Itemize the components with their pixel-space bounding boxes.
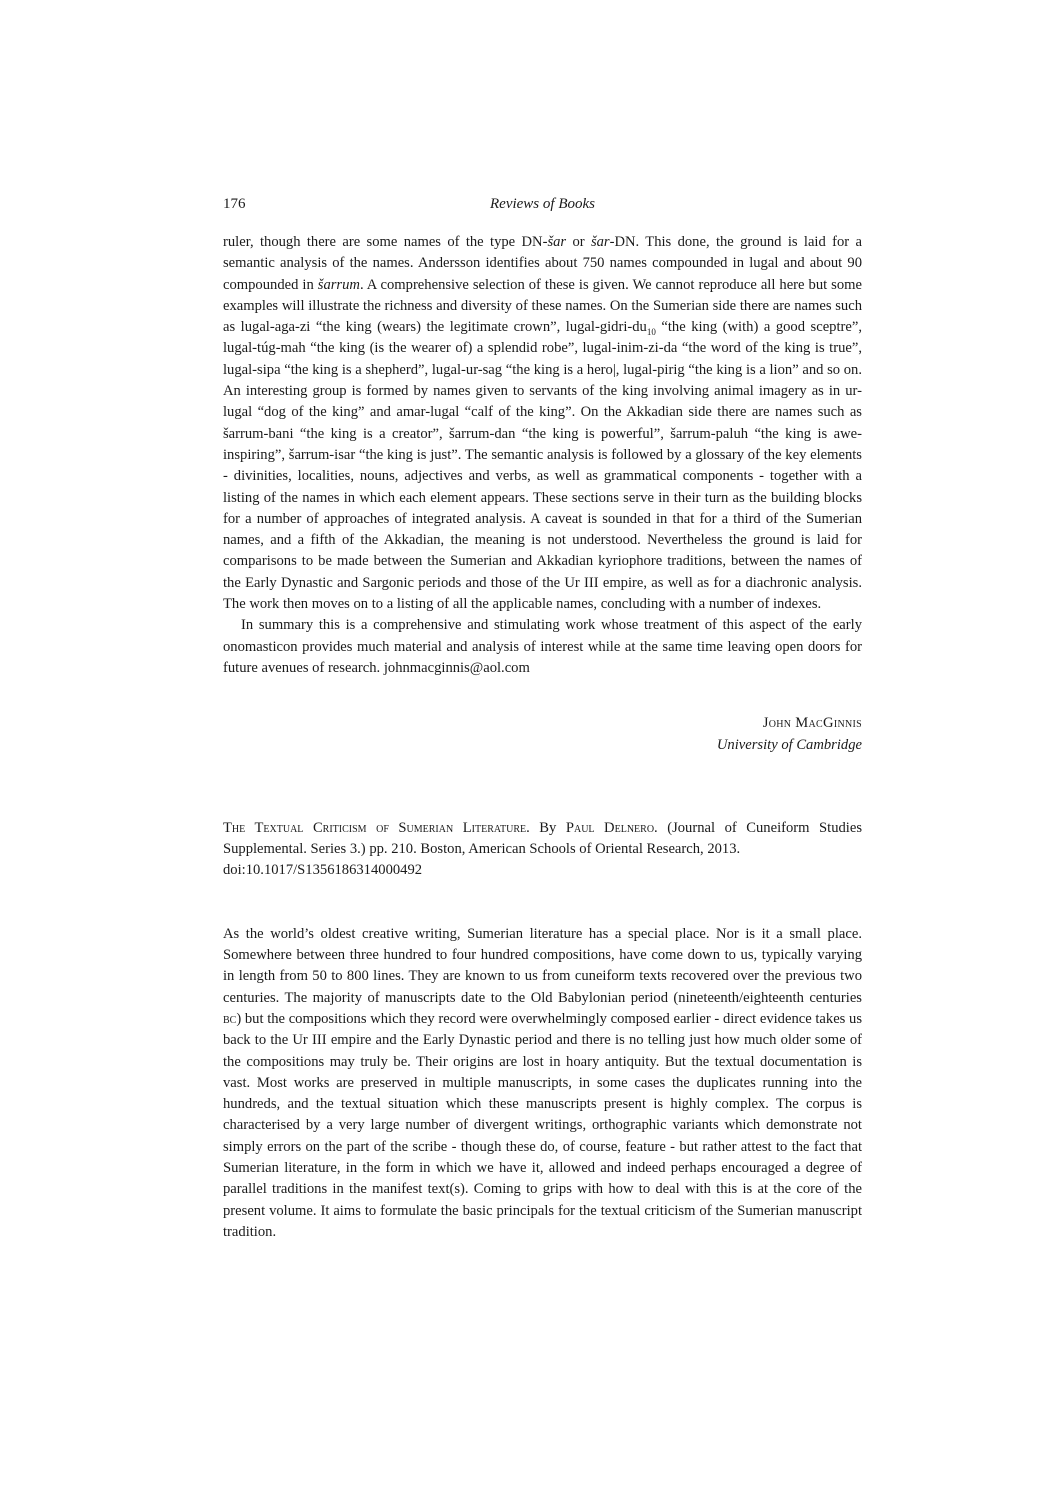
review1-paragraph-2: In summary this is a comprehensive and stimulating work whose treatment of this aspect of the early onomasticon provides much material and analysis of interest while at the same time leaving open doors for future avenues of research. johnmacginnis@aol.com — [223, 617, 862, 676]
book-title: The Textual Criticism of Sumerian Literature. — [223, 819, 530, 836]
review-2 — [223, 818, 862, 1243]
text-run: ) but the compositions which they record were overwhelmingly composed earlier - direct evidence takes us back to the Ur III empire and the Early Dynastic period and there is no telling just how much older some of the compositions may truly be. Their origins are lost in hoary antiquity. But the textual documentation is vast. Most works are preserved in multiple manuscripts, in some cases the duplicates running into the hundreds, and the textual situation which these manuscripts present is highly complex. The corpus is characterised by a very large number of divergent writings, orthographic variants which demonstrate not simply errors on the part of the scribe - though these do, of course, feature - but rather attest to the fact that Sumerian literature, in the form in which we have it, allowed and indeed perhaps encouraged a degree of parallel traditions in the manifest text(s). Coming to grips with how to deal with this is at the core of the present volume. It aims to formulate the basic principals for the textual criticism of the Sumerian manuscript tradition. — [223, 1010, 862, 1240]
review-continuation — [223, 232, 862, 756]
italic-term: šar — [590, 234, 610, 250]
book-author: Paul Delnero. — [565, 819, 658, 836]
italic-term: šar — [547, 234, 567, 250]
running-head — [223, 196, 862, 218]
text-run: ruler, though there are some names of the type DN- — [223, 234, 548, 250]
text-run: As the world’s oldest creative writing, Sumerian literature has a special place. Nor is it a small place. Somewhere between three hundred to four hundred compositions, have come down to us, typically varying in length from 50 to 800 lines. They are known to us from cuneiform texts recovered over the previous two centuries. The majority of manuscripts date to the Old Babylonian period (nineteenth/eighteenth centuries — [223, 925, 862, 1006]
book-citation — [223, 818, 862, 882]
text-run: or — [566, 234, 591, 250]
page-number: 176 — [223, 196, 246, 212]
reviewer-name: John MacGinnis — [762, 715, 862, 732]
citation-doi: doi:10.1017/S1356186314000492 — [223, 862, 423, 879]
subscript-index: 10 — [646, 327, 656, 338]
review1-paragraph-1 — [223, 232, 862, 615]
italic-term: šarrum — [317, 276, 360, 293]
review2-paragraph-1 — [223, 924, 862, 1243]
text-run: -DN. This done, the ground is laid for a semantic analysis of the names. Andersson identifies about 750 names compounded in lugal and about 90 compounded in — [223, 234, 862, 293]
running-title: Reviews of Books — [490, 196, 595, 212]
page — [223, 196, 862, 1243]
citation-by: By — [529, 819, 566, 836]
era-abbreviation: bc — [223, 1010, 237, 1027]
reviewer-signature — [223, 713, 862, 756]
citation-details: (Journal of Cuneiform Studies Supplemental. Series 3.) pp. 210. Boston, American Schools of Oriental Research, 2013. — [223, 819, 862, 858]
reviewer-affiliation: University of Cambridge — [716, 736, 862, 753]
text-run: “the king (with) a good sceptre”, lugal-túg-mah “the king (is the wearer of) a splendid robe”, lugal-inim-zi-da “the word of the king is true”, lugal-sipa “the king is a shepherd”, lugal-ur-sag “the king is a hero|, lugal-pirig “the king is a lion” and so on. An interesting group is formed by names given to servants of the king involving animal imagery as in ur-lugal “dog of the king” and amar-lugal “calf of the king”. On the Akkadian side there are names such as šarrum-bani “the king is a creator”, šarrum-dan “the king is powerful”, šarrum-paluh “the king is awe-inspiring”, šarrum-isar “the king is just”. The semantic analysis is followed by a glossary of the key elements - divinities, localities, nouns, adjectives and verbs, as well as grammatical components - together with a listing of the names in which each element appears. These sections serve in their turn as the building blocks for a number of approaches of integrated analysis. A caveat is sounded in that for a third of the Sumerian names, and a fifth of the Akkadian, the meaning is not understood. Nevertheless the ground is laid for comparisons to be made between the Sumerian and Akkadian kyriophore traditions, between the names of the Early Dynastic and Sargonic periods and those of the Ur III empire, as well as for a diachronic analysis. The work then moves on to a listing of all the applicable names, concluding with a number of indexes. — [223, 319, 862, 613]
text-run: . A comprehensive selection of these is given. We cannot reproduce all here but some examples will illustrate the richness and diversity of these names. On the Sumerian side there are names such as lugal-aga-zi “the king (wears) the legitimate crown”, lugal-gidri-du — [223, 276, 862, 336]
